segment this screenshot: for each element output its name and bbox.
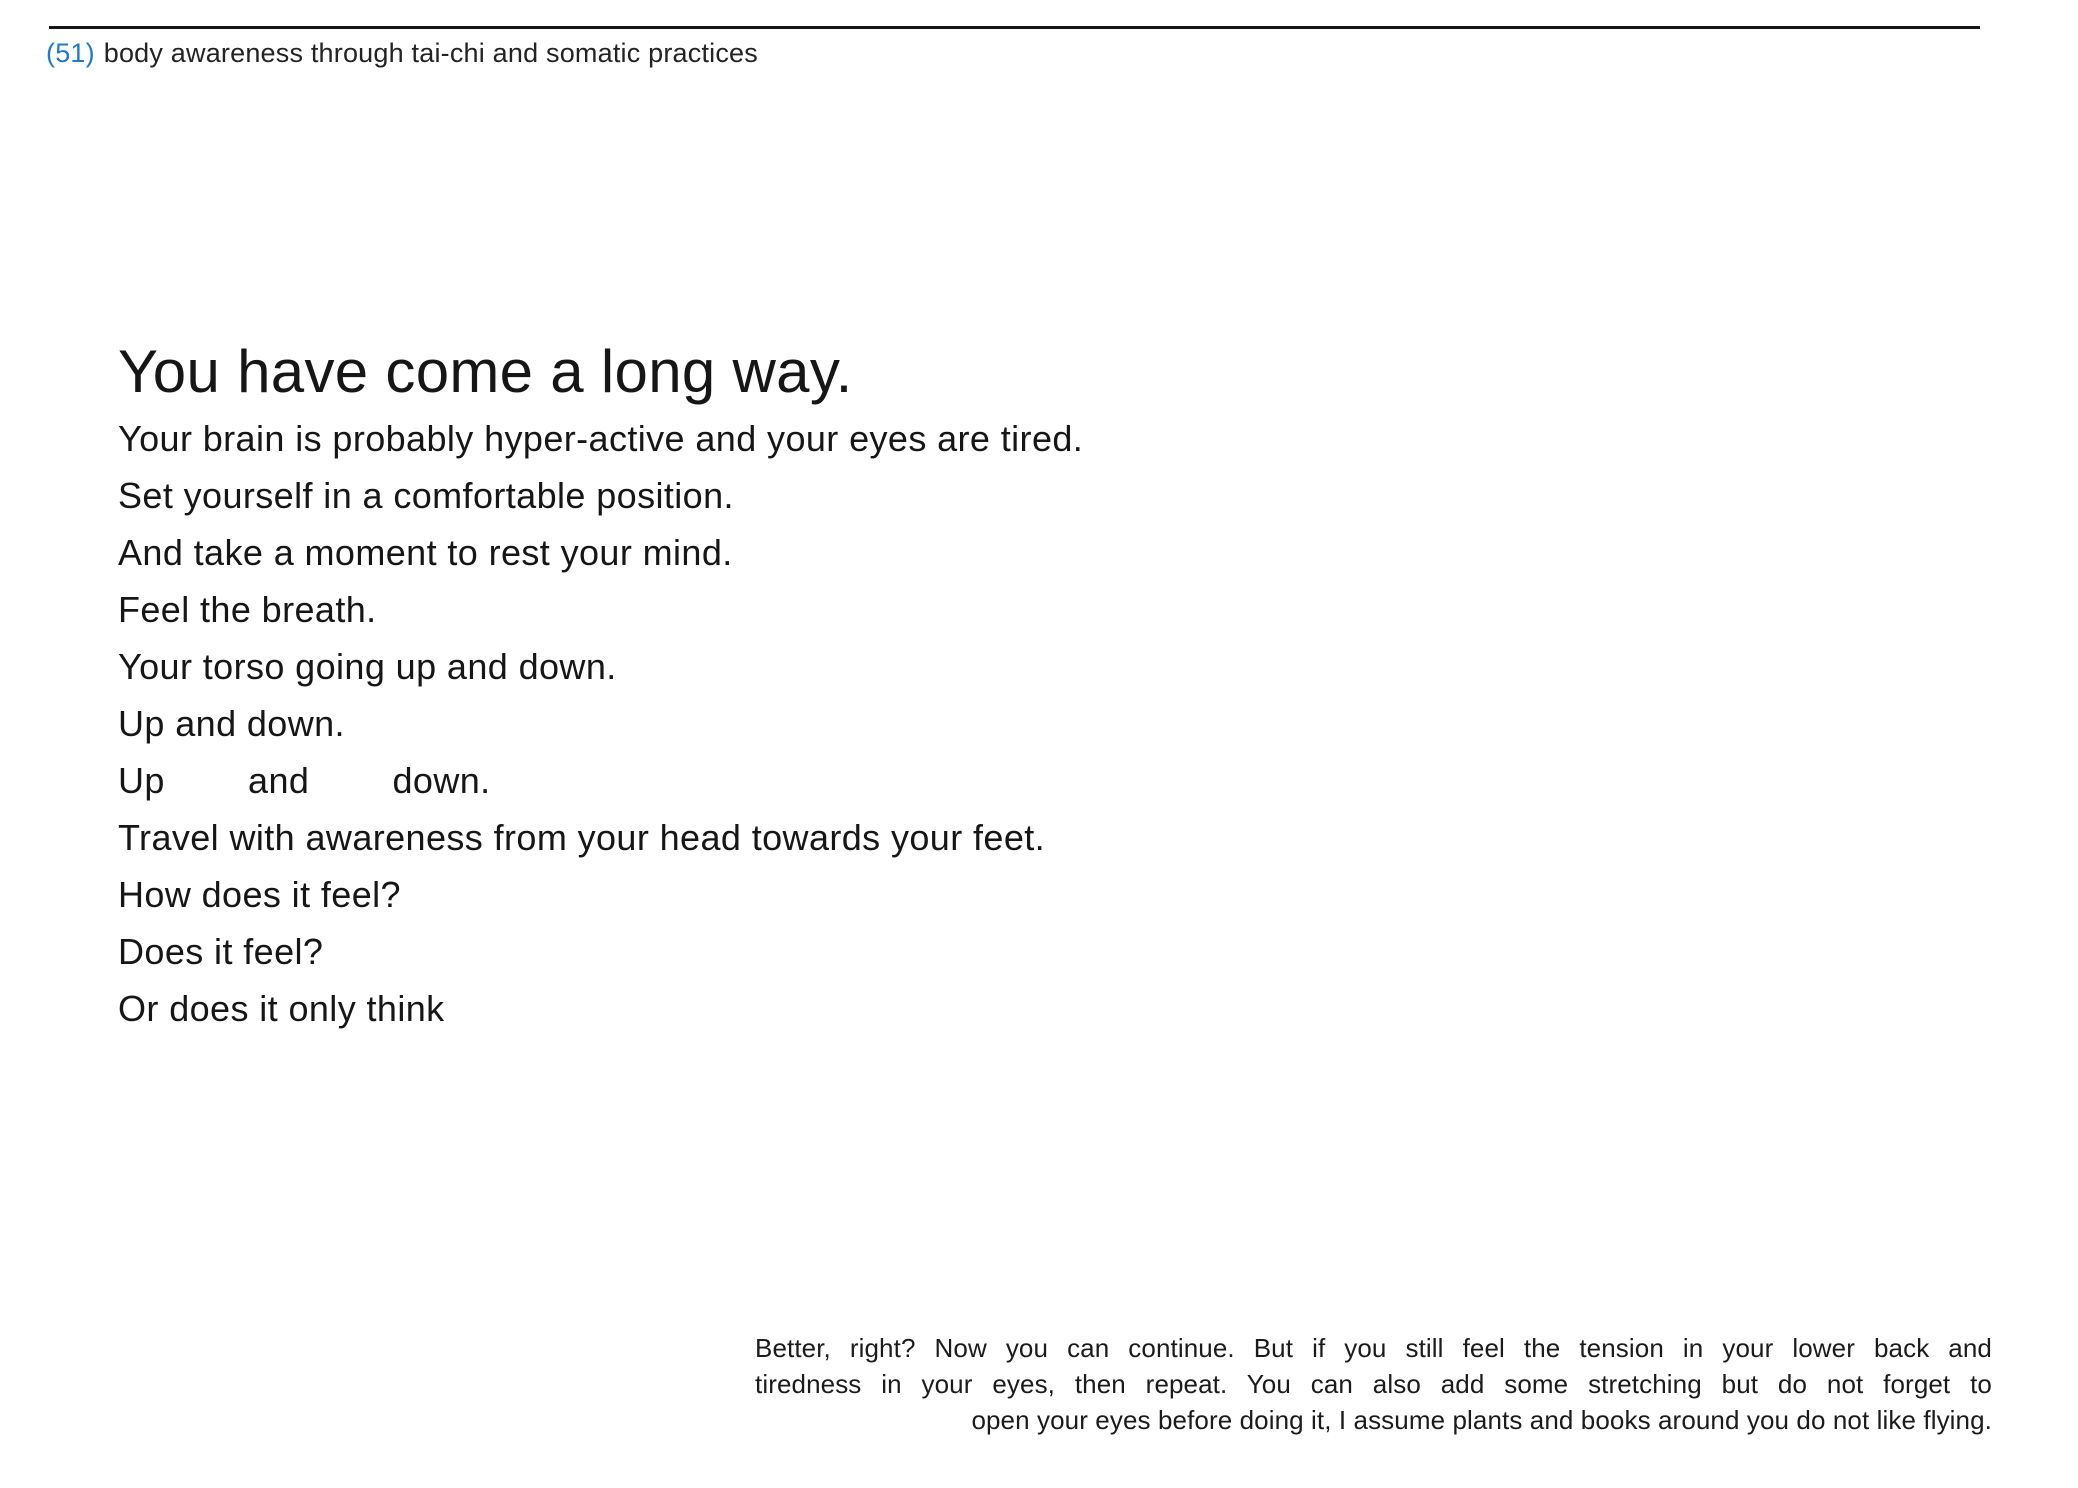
poem-line: Does it feel? <box>118 931 324 972</box>
poem-line: And take a moment to rest your mind. <box>118 532 733 573</box>
poem-line: Travel with awareness from your head towards your feet. <box>118 817 1046 858</box>
poem-block <box>118 338 1084 1037</box>
header-rule <box>49 26 1980 29</box>
poem-line: How does it feel? <box>118 874 401 915</box>
page-header <box>46 36 758 70</box>
poem-line: Feel the breath. <box>118 589 377 630</box>
header-title: body awareness through tai-chi and somatic practices <box>103 38 758 68</box>
footnote-paragraph <box>755 1330 1992 1438</box>
poem-line-wide-spacing: Up and down. <box>118 760 491 801</box>
footnote-line: open your eyes before doing it, I assume plants and books around you do not like flying. <box>971 1405 1992 1435</box>
footnote-line: Better, right? Now you can continue. But if you still feel the tension in your lower back and <box>755 1333 1992 1363</box>
poem-line: Up and down. <box>118 703 345 744</box>
poem-line: Your brain is probably hyper-active and your eyes are tired. <box>118 418 1084 459</box>
poem-line: Or does it only think <box>118 988 445 1029</box>
poem-line: Your torso going up and down. <box>118 646 617 687</box>
poem-heading: You have come a long way. <box>118 338 853 405</box>
footnote-line: tiredness in your eyes, then repeat. You can also add some stretching but do not forget to <box>755 1369 1992 1399</box>
slide-number-link[interactable]: (51) <box>46 38 95 68</box>
poem-line: Set yourself in a comfortable position. <box>118 475 734 516</box>
